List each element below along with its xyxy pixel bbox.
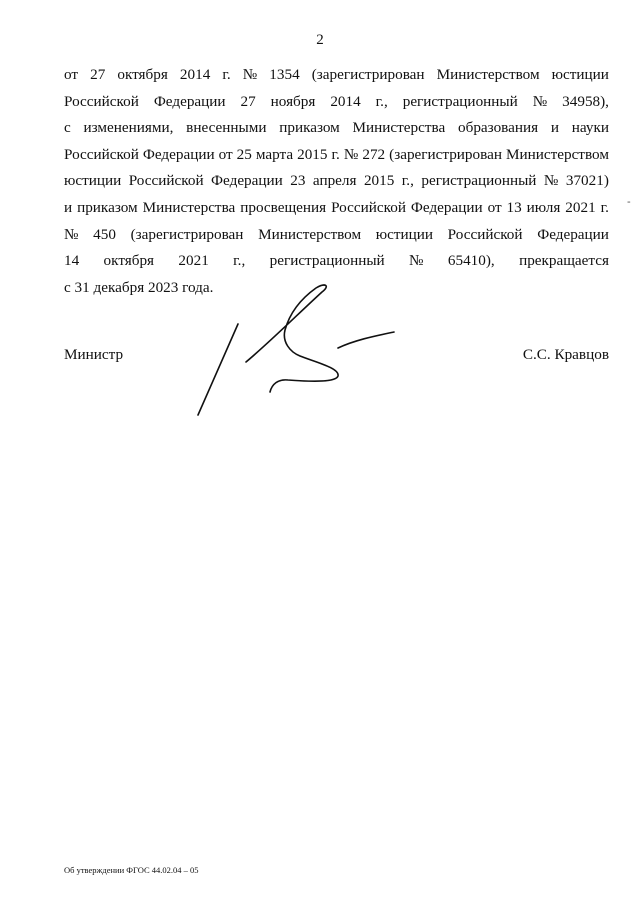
body-word: июля <box>526 198 561 216</box>
footer-document-reference: Об утверждении ФГОС 44.02.04 – 05 <box>64 865 199 875</box>
body-word: № <box>409 252 424 270</box>
body-word: № <box>64 225 79 243</box>
scan-artifact-mark: - <box>627 196 631 208</box>
body-word: и <box>550 119 560 137</box>
body-word: приказом <box>77 198 138 216</box>
body-word: регистрационный <box>421 172 537 190</box>
body-word: 2014 <box>330 92 361 110</box>
body-word: Министерством <box>505 145 609 163</box>
body-word: г. <box>600 198 609 216</box>
body-word: Федерации <box>410 198 483 216</box>
body-text-last-line: с 31 декабря 2023 года. <box>64 278 214 296</box>
body-word: юстиции <box>64 172 122 190</box>
body-word: просвещения <box>240 198 327 216</box>
body-word: Министерством <box>258 225 362 243</box>
body-word: прекращается <box>519 252 609 270</box>
body-word: Федерации <box>537 225 609 243</box>
body-word: изменениями, <box>83 119 174 137</box>
body-word: 27 <box>90 66 106 83</box>
body-word: октября <box>117 66 168 83</box>
body-word: (зарегистрирован <box>311 66 425 83</box>
document-body-text <box>64 62 609 301</box>
signature-stroke-main <box>246 285 338 392</box>
body-word: регистрационный <box>269 252 385 270</box>
body-word: от <box>64 66 79 83</box>
signature-stroke-left <box>198 324 238 415</box>
body-word: Министерства <box>352 119 446 137</box>
body-word: Министерством <box>436 66 540 83</box>
body-text-line <box>64 115 609 142</box>
page-number: 2 <box>316 32 324 48</box>
body-word: марта <box>255 145 294 163</box>
body-word: апреля <box>312 172 357 190</box>
body-word: г., <box>233 252 246 270</box>
body-word: Российской <box>447 225 523 243</box>
body-word: (зарегистрирован <box>130 225 244 243</box>
body-word: 272 <box>362 145 386 163</box>
body-word: 37021) <box>565 172 609 190</box>
body-text-line <box>64 62 609 89</box>
body-word: Министерства <box>142 198 236 216</box>
body-word: ноября <box>270 92 316 110</box>
body-word: 14 <box>64 252 80 270</box>
body-word: 23 <box>290 172 306 190</box>
body-word: г. <box>222 66 231 83</box>
body-word: № <box>532 92 548 110</box>
body-word: и <box>64 198 73 216</box>
body-word: образования <box>458 119 539 137</box>
body-word: внесенными <box>186 119 267 137</box>
body-word: 13 <box>506 198 522 216</box>
body-word: г., <box>375 92 388 110</box>
body-word: октября <box>103 252 155 270</box>
body-text-line <box>64 195 609 222</box>
body-word: Российской <box>64 145 139 163</box>
body-word: 2021 <box>178 252 209 270</box>
body-word: регистрационный <box>402 92 518 110</box>
body-word: 2015 <box>297 145 328 163</box>
body-word: юстиции <box>551 66 609 83</box>
body-word: приказом <box>279 119 340 137</box>
body-text-line <box>64 222 609 249</box>
body-word: Российской <box>64 92 139 110</box>
body-text-line <box>64 168 609 195</box>
body-word: 1354 <box>269 66 300 83</box>
body-word: от <box>218 145 233 163</box>
body-word: 2014 <box>179 66 211 83</box>
body-word: г., <box>401 172 414 190</box>
body-word: Федерации <box>153 92 226 110</box>
body-word: 450 <box>93 225 116 243</box>
body-word: г. <box>331 145 340 163</box>
body-text-line <box>64 142 609 169</box>
body-word: (зарегистрирован <box>389 145 502 163</box>
body-text-line <box>64 248 609 275</box>
body-word: Российской <box>128 172 204 190</box>
body-word: Федерации <box>211 172 283 190</box>
body-text-line <box>64 89 609 116</box>
body-word: 2015 <box>363 172 395 190</box>
body-word: науки <box>571 119 609 137</box>
handwritten-signature <box>190 282 400 422</box>
position-title: Министр <box>64 346 124 363</box>
signatory-name: С.С. Кравцов <box>522 346 609 363</box>
body-word: юстиции <box>375 225 433 243</box>
body-word: 27 <box>240 92 256 110</box>
body-word: 65410), <box>447 252 495 270</box>
body-word: № <box>242 66 258 83</box>
body-word: с <box>64 119 71 137</box>
body-word: 25 <box>236 145 252 163</box>
body-word: Российской <box>331 198 406 216</box>
body-word: Федерации <box>142 145 215 163</box>
signature-stroke-tail <box>338 332 394 348</box>
body-word: 2021 <box>565 198 596 216</box>
body-word: от <box>487 198 502 216</box>
body-word: № <box>543 172 559 190</box>
body-word: 34958), <box>562 92 609 110</box>
body-word: № <box>343 145 359 163</box>
